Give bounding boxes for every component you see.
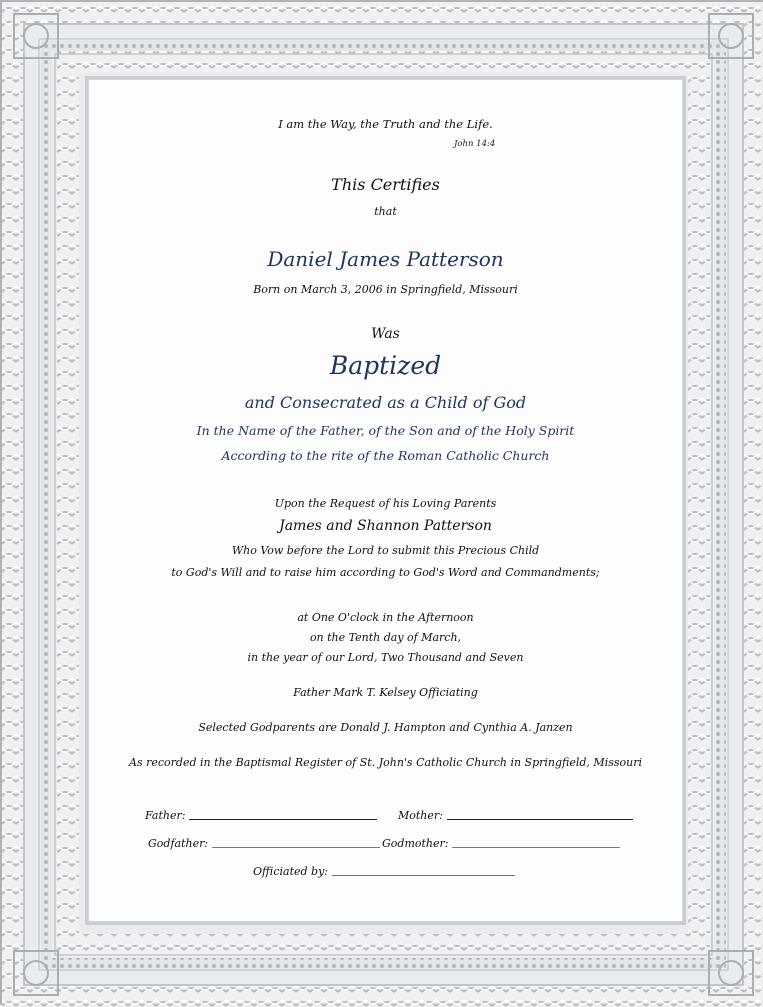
vow-line-1: Who Vow before the Lord to submit this Precious Child (231, 544, 540, 557)
verse-reference: John 14:4 (454, 139, 496, 149)
officiated-label: Officiated by: (253, 865, 328, 878)
register-line: As recorded in the Baptismal Register of St. John's Catholic Church in Springfield, Missouri (129, 756, 642, 769)
was-text: Was (371, 326, 400, 342)
mother-signature-line (447, 818, 633, 820)
birth-details: Born on March 3, 2006 in Springfield, Missouri (253, 283, 518, 296)
parents-request: Upon the Request of his Loving Parents (274, 497, 497, 510)
that-text: that (374, 205, 397, 218)
trinity-line: In the Name of the Father, of the Son and of the Holy Spirit (196, 423, 575, 438)
consecrated-line: and Consecrated as a Child of God (244, 393, 527, 412)
mother-signature (398, 809, 633, 822)
mother-label: Mother: (398, 809, 443, 822)
officiant-line: Father Mark T. Kelsey Officiating (293, 686, 478, 699)
godmother-signature-line (452, 846, 620, 848)
vow-line-2: to God's Will and to raise him according to God's Word and Commandments; (171, 566, 600, 579)
rite-line: According to the rite of the Roman Catholic Church (221, 448, 550, 463)
officiated-signature-line (332, 874, 515, 876)
father-signature-line (189, 818, 377, 820)
godfather-signature-line (212, 846, 380, 848)
child-name: Daniel James Patterson (267, 247, 504, 271)
father-signature (145, 809, 377, 822)
godmother-signature (382, 837, 620, 850)
godfather-signature (148, 837, 380, 850)
baptism-time: at One O'clock in the Afternoon (297, 611, 474, 624)
godmother-label: Godmother: (382, 837, 449, 850)
certificate-paper (88, 79, 683, 922)
godfather-label: Godfather: (148, 837, 209, 850)
verse-text: I am the Way, the Truth and the Life. (278, 117, 493, 131)
parents-names: James and Shannon Patterson (279, 518, 492, 534)
certifies-heading: This Certifies (331, 175, 440, 194)
baptized-title: Baptized (329, 351, 442, 380)
baptism-day: on the Tenth day of March, (309, 631, 462, 644)
officiated-signature (253, 865, 515, 878)
father-label: Father: (145, 809, 186, 822)
godparents-line: Selected Godparents are Donald J. Hampton and Cynthia A. Janzen (198, 721, 573, 734)
baptism-year: in the year of our Lord, Two Thousand and Seven (247, 651, 524, 664)
